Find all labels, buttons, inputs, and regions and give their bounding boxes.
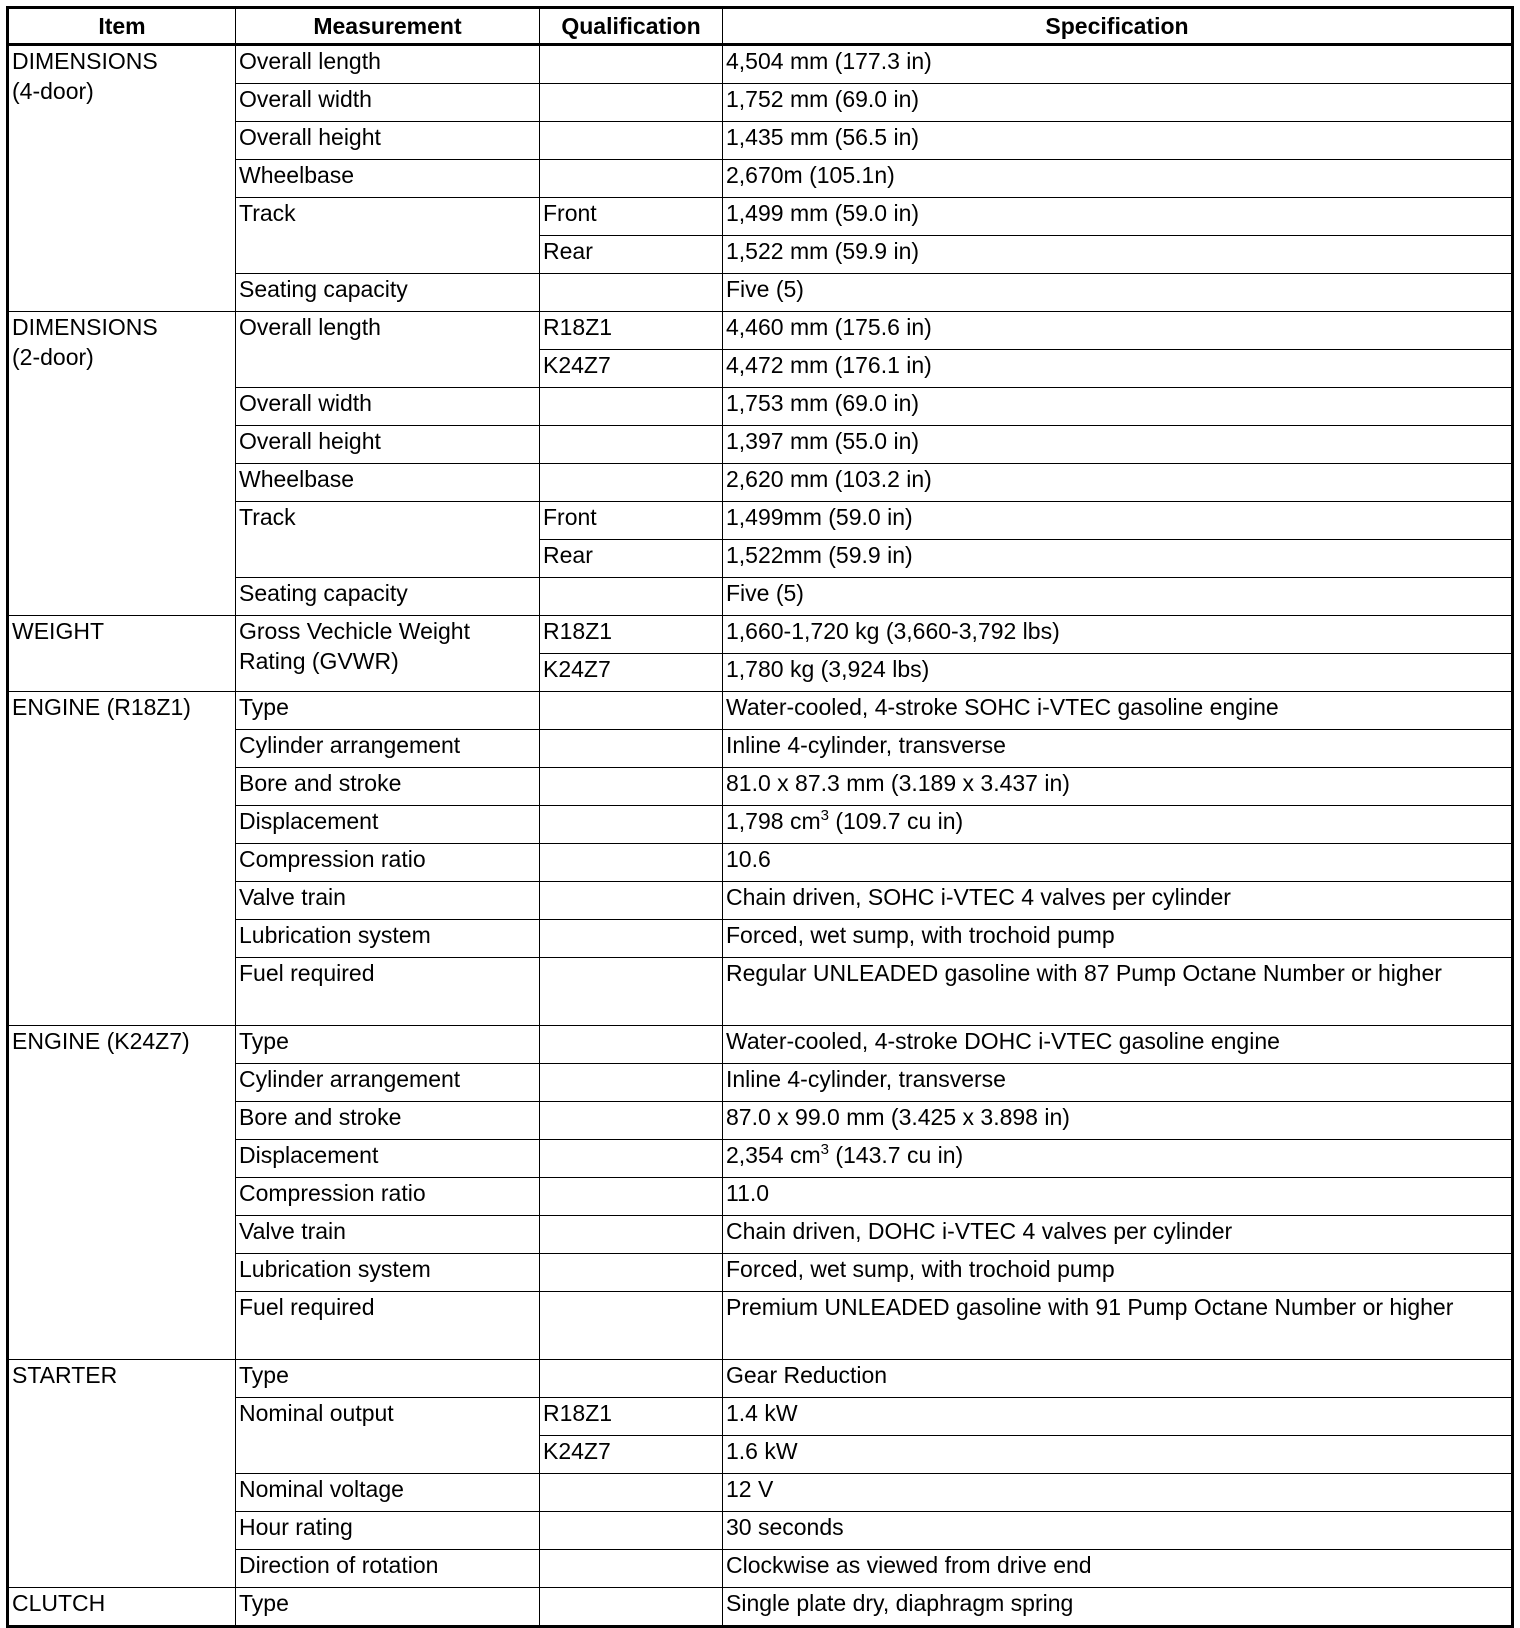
item-cell <box>8 1360 236 1588</box>
measurement-cell: Lubrication system <box>236 920 540 958</box>
measurement-cell: Seating capacity <box>236 578 540 616</box>
item-label: ENGINE (K24Z7) <box>12 1028 190 1054</box>
qualification-cell <box>540 1026 723 1064</box>
measurement-cell: Bore and stroke <box>236 1102 540 1140</box>
qualification-cell: R18Z1 <box>540 616 723 654</box>
item-label: STARTER <box>12 1362 118 1388</box>
measurement-cell: Wheelbase <box>236 464 540 502</box>
measurement-cell: Compression ratio <box>236 1178 540 1216</box>
measurement-cell: Lubrication system <box>236 1254 540 1292</box>
specification-cell: 1,522mm (59.9 in) <box>723 540 1513 578</box>
qualification-cell: R18Z1 <box>540 312 723 350</box>
measurement-cell: Overall length <box>236 312 540 388</box>
specification-cell: 12 V <box>723 1474 1513 1512</box>
qualification-cell <box>540 806 723 844</box>
measurement-cell: Wheelbase <box>236 160 540 198</box>
specification-cell: Five (5) <box>723 578 1513 616</box>
header-item: Item <box>8 8 236 45</box>
measurement-cell: Type <box>236 692 540 730</box>
specification-cell: Premium UNLEADED gasoline with 91 Pump Octane Number or higher <box>723 1292 1513 1360</box>
specification-cell: 4,472 mm (176.1 in) <box>723 350 1513 388</box>
specification-cell: 1,780 kg (3,924 lbs) <box>723 654 1513 692</box>
measurement-cell: Valve train <box>236 882 540 920</box>
measurement-cell: Displacement <box>236 806 540 844</box>
qualification-cell <box>540 1474 723 1512</box>
measurement-cell: Overall height <box>236 426 540 464</box>
qualification-cell <box>540 844 723 882</box>
item-label: (4-door) <box>12 78 94 104</box>
qualification-cell <box>540 84 723 122</box>
qualification-cell <box>540 1216 723 1254</box>
specification-cell: 2,670m (105.1n) <box>723 160 1513 198</box>
spec-body <box>8 45 1513 1627</box>
measurement-cell: Overall width <box>236 84 540 122</box>
measurement-cell: Type <box>236 1588 540 1627</box>
measurement-cell: Cylinder arrangement <box>236 730 540 768</box>
specification-cell: 1,435 mm (56.5 in) <box>723 122 1513 160</box>
specification-cell: Forced, wet sump, with trochoid pump <box>723 1254 1513 1292</box>
qualification-cell: K24Z7 <box>540 1436 723 1474</box>
measurement-cell: Direction of rotation <box>236 1550 540 1588</box>
table-row <box>8 45 1513 84</box>
specification-cell: 1.4 kW <box>723 1398 1513 1436</box>
item-cell <box>8 45 236 312</box>
specification-cell: 1,397 mm (55.0 in) <box>723 426 1513 464</box>
measurement-cell: Bore and stroke <box>236 768 540 806</box>
specification-cell: 1.6 kW <box>723 1436 1513 1474</box>
measurement-cell: Overall length <box>236 45 540 84</box>
measurement-cell: Cylinder arrangement <box>236 1064 540 1102</box>
item-cell <box>8 312 236 616</box>
header-row <box>8 8 1513 45</box>
specification-cell: 2,620 mm (103.2 in) <box>723 464 1513 502</box>
spec-value-suffix: (109.7 cu in) <box>828 808 964 834</box>
item-cell <box>8 1026 236 1360</box>
qualification-cell <box>540 388 723 426</box>
spec-superscript: 3 <box>820 807 829 824</box>
qualification-cell <box>540 274 723 312</box>
specification-cell: Clockwise as viewed from drive end <box>723 1550 1513 1588</box>
specification-cell: Forced, wet sump, with trochoid pump <box>723 920 1513 958</box>
specification-cell: 87.0 x 99.0 mm (3.425 x 3.898 in) <box>723 1102 1513 1140</box>
specification-cell <box>723 1140 1513 1178</box>
qualification-cell <box>540 920 723 958</box>
specification-cell: Water-cooled, 4-stroke SOHC i-VTEC gasoline engine <box>723 692 1513 730</box>
qualification-cell <box>540 1254 723 1292</box>
qualification-cell <box>540 45 723 84</box>
qualification-cell <box>540 160 723 198</box>
qualification-cell: Front <box>540 502 723 540</box>
table-row <box>8 1588 1513 1627</box>
measurement-cell: Seating capacity <box>236 274 540 312</box>
measurement-cell: Overall height <box>236 122 540 160</box>
specification-cell: Regular UNLEADED gasoline with 87 Pump Octane Number or higher <box>723 958 1513 1026</box>
qualification-cell: Rear <box>540 540 723 578</box>
qualification-cell <box>540 1140 723 1178</box>
specification-cell: Five (5) <box>723 274 1513 312</box>
qualification-cell: K24Z7 <box>540 350 723 388</box>
item-cell <box>8 692 236 1026</box>
specification-cell: 1,753 mm (69.0 in) <box>723 388 1513 426</box>
specification-cell: Single plate dry, diaphragm spring <box>723 1588 1513 1627</box>
measurement-cell: Displacement <box>236 1140 540 1178</box>
specification-cell: 4,504 mm (177.3 in) <box>723 45 1513 84</box>
qualification-cell <box>540 426 723 464</box>
measurement-cell: Fuel required <box>236 958 540 1026</box>
qualification-cell: Front <box>540 198 723 236</box>
qualification-cell <box>540 882 723 920</box>
specification-cell: 11.0 <box>723 1178 1513 1216</box>
qualification-cell: R18Z1 <box>540 1398 723 1436</box>
specification-cell <box>723 806 1513 844</box>
spec-table <box>6 6 1514 1628</box>
qualification-cell <box>540 1588 723 1627</box>
qualification-cell <box>540 1102 723 1140</box>
measurement-cell: Overall width <box>236 388 540 426</box>
qualification-cell: K24Z7 <box>540 654 723 692</box>
specification-cell: Inline 4-cylinder, transverse <box>723 1064 1513 1102</box>
qualification-cell <box>540 1292 723 1360</box>
header-measurement: Measurement <box>236 8 540 45</box>
measurement-cell: Valve train <box>236 1216 540 1254</box>
header-specification: Specification <box>723 8 1513 45</box>
specification-cell: 81.0 x 87.3 mm (3.189 x 3.437 in) <box>723 768 1513 806</box>
table-row <box>8 1360 1513 1398</box>
specification-cell: Chain driven, SOHC i-VTEC 4 valves per cylinder <box>723 882 1513 920</box>
measurement-cell: Type <box>236 1026 540 1064</box>
qualification-cell <box>540 578 723 616</box>
qualification-cell <box>540 692 723 730</box>
specification-cell: 1,752 mm (69.0 in) <box>723 84 1513 122</box>
item-label: CLUTCH <box>12 1590 106 1616</box>
item-cell <box>8 1588 236 1627</box>
table-row <box>8 1026 1513 1064</box>
measurement-cell: Track <box>236 198 540 274</box>
specification-cell: 30 seconds <box>723 1512 1513 1550</box>
spec-value: 2,354 cm <box>726 1142 821 1168</box>
measurement-cell: Compression ratio <box>236 844 540 882</box>
table-row <box>8 312 1513 350</box>
specification-cell: 4,460 mm (175.6 in) <box>723 312 1513 350</box>
measurement-cell: Track <box>236 502 540 578</box>
qualification-cell: Rear <box>540 236 723 274</box>
specification-cell: 1,522 mm (59.9 in) <box>723 236 1513 274</box>
qualification-cell <box>540 1550 723 1588</box>
qualification-cell <box>540 1512 723 1550</box>
qualification-cell <box>540 122 723 160</box>
qualification-cell <box>540 1064 723 1102</box>
item-label: WEIGHT <box>12 618 104 644</box>
measurement-cell: Hour rating <box>236 1512 540 1550</box>
measurement-cell: Fuel required <box>236 1292 540 1360</box>
specification-cell: 1,499mm (59.0 in) <box>723 502 1513 540</box>
item-label: DIMENSIONS <box>12 48 158 74</box>
spec-superscript: 3 <box>820 1141 829 1158</box>
specification-cell: 1,499 mm (59.0 in) <box>723 198 1513 236</box>
item-label: DIMENSIONS <box>12 314 158 340</box>
item-label: ENGINE (R18Z1) <box>12 694 191 720</box>
table-row <box>8 692 1513 730</box>
measurement-cell: Type <box>236 1360 540 1398</box>
spec-value: 1,798 cm <box>726 808 821 834</box>
specification-cell: 10.6 <box>723 844 1513 882</box>
qualification-cell <box>540 768 723 806</box>
specification-cell: Inline 4-cylinder, transverse <box>723 730 1513 768</box>
item-label: (2-door) <box>12 344 94 370</box>
qualification-cell <box>540 1360 723 1398</box>
qualification-cell <box>540 730 723 768</box>
specification-cell: 1,660-1,720 kg (3,660-3,792 lbs) <box>723 616 1513 654</box>
measurement-cell: Nominal voltage <box>236 1474 540 1512</box>
header-qualification: Qualification <box>540 8 723 45</box>
qualification-cell <box>540 464 723 502</box>
item-cell <box>8 616 236 692</box>
qualification-cell <box>540 958 723 1026</box>
table-row <box>8 616 1513 654</box>
specification-cell: Gear Reduction <box>723 1360 1513 1398</box>
specification-cell: Water-cooled, 4-stroke DOHC i-VTEC gasoline engine <box>723 1026 1513 1064</box>
measurement-cell: Gross Vechicle Weight Rating (GVWR) <box>236 616 540 692</box>
specification-cell: Chain driven, DOHC i-VTEC 4 valves per cylinder <box>723 1216 1513 1254</box>
measurement-cell: Nominal output <box>236 1398 540 1474</box>
qualification-cell <box>540 1178 723 1216</box>
spec-value-suffix: (143.7 cu in) <box>828 1142 964 1168</box>
